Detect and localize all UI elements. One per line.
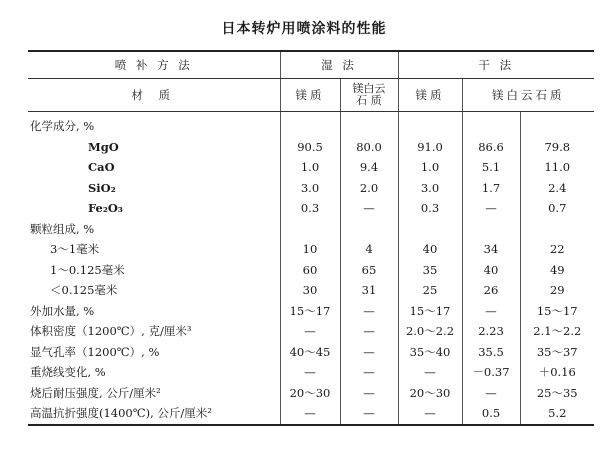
cell-wet-magnesia: 15～17 — [280, 301, 340, 322]
header-row-material — [28, 79, 594, 112]
cell-dry-magdol-a: 1.7 — [462, 178, 520, 199]
table-row — [28, 198, 594, 219]
row-label: 烧后耐压强度, 公斤/厘米² — [30, 385, 161, 400]
cell-wet-magdol: — — [340, 342, 398, 363]
row-label: ＜0.125毫米 — [50, 283, 118, 298]
cell-wet-magnesia — [280, 219, 340, 240]
table-row — [28, 280, 594, 301]
table-row — [28, 301, 594, 322]
cell-wet-magnesia: 1.0 — [280, 157, 340, 178]
wet-magdol-header-bottom: 石 质 — [356, 94, 382, 107]
row-label: 体积密度（1200℃）, 克/厘米³ — [30, 324, 192, 339]
cell-dry-magdol-b: 29 — [520, 280, 594, 301]
table-row — [28, 239, 594, 260]
cell-dry-magdol-a: 2.23 — [462, 321, 520, 342]
table-row — [28, 342, 594, 363]
method-header: 喷 补 方 法 — [28, 51, 280, 79]
table-row — [28, 137, 594, 158]
wet-magdol-header-top: 镁白云 — [352, 82, 386, 95]
row-label: SiO₂ — [88, 180, 116, 195]
properties-table — [28, 50, 594, 426]
cell-wet-magdol: — — [340, 362, 398, 383]
table-row — [28, 321, 594, 342]
row-label: 外加水量, % — [30, 303, 95, 318]
row-label: Fe₂O₃ — [88, 201, 123, 216]
cell-dry-magdol-a: 35.5 — [462, 342, 520, 363]
cell-dry-magdol-b: 22 — [520, 239, 594, 260]
table-row — [28, 112, 594, 137]
wet-magdol-header — [340, 79, 398, 112]
row-label: 1～0.125毫米 — [50, 262, 125, 277]
cell-wet-magnesia: — — [280, 403, 340, 425]
table-row — [28, 157, 594, 178]
cell-wet-magdol: — — [340, 383, 398, 404]
wet-method-header: 湿 法 — [280, 51, 398, 79]
cell-dry-magdol-b: 0.7 — [520, 198, 594, 219]
cell-dry-magnesia: 15～17 — [398, 301, 462, 322]
cell-wet-magdol: 80.0 — [340, 137, 398, 158]
cell-dry-magnesia: 91.0 — [398, 137, 462, 158]
cell-dry-magdol-b: 25～35 — [520, 383, 594, 404]
cell-dry-magdol-a: — — [462, 301, 520, 322]
cell-wet-magnesia: 90.5 — [280, 137, 340, 158]
row-label: MgO — [88, 139, 119, 154]
cell-wet-magnesia: 20～30 — [280, 383, 340, 404]
cell-wet-magdol — [340, 112, 398, 137]
cell-wet-magnesia — [280, 112, 340, 137]
cell-dry-magnesia: 35～40 — [398, 342, 462, 363]
cell-dry-magdol-a: 34 — [462, 239, 520, 260]
table-row — [28, 403, 594, 425]
cell-dry-magdol-b: 2.4 — [520, 178, 594, 199]
cell-dry-magdol-b — [520, 219, 594, 240]
cell-wet-magdol: — — [340, 403, 398, 425]
cell-dry-magnesia — [398, 112, 462, 137]
cell-dry-magdol-b: 2.1～2.2 — [520, 321, 594, 342]
cell-wet-magdol: — — [340, 321, 398, 342]
cell-wet-magdol: 31 — [340, 280, 398, 301]
dry-magdol-header: 镁白云石质 — [462, 79, 594, 112]
cell-wet-magdol: 2.0 — [340, 178, 398, 199]
cell-wet-magnesia: 10 — [280, 239, 340, 260]
row-label: 颗粒组成, % — [30, 221, 95, 236]
cell-wet-magnesia: 60 — [280, 260, 340, 281]
cell-dry-magdol-b: 49 — [520, 260, 594, 281]
cell-wet-magnesia: 30 — [280, 280, 340, 301]
table-row — [28, 383, 594, 404]
cell-dry-magdol-a: 86.6 — [462, 137, 520, 158]
cell-dry-magnesia: — — [398, 362, 462, 383]
cell-wet-magdol: — — [340, 198, 398, 219]
cell-dry-magnesia: 40 — [398, 239, 462, 260]
cell-dry-magdol-a: 5.1 — [462, 157, 520, 178]
cell-wet-magnesia: — — [280, 321, 340, 342]
cell-dry-magnesia: 35 — [398, 260, 462, 281]
cell-dry-magdol-b: 5.2 — [520, 403, 594, 425]
row-label: 3～1毫米 — [50, 242, 100, 257]
table-row — [28, 178, 594, 199]
cell-dry-magnesia: 25 — [398, 280, 462, 301]
wet-magnesia-header: 镁质 — [280, 79, 340, 112]
row-label: CaO — [88, 160, 115, 175]
cell-dry-magdol-a: －0.37 — [462, 362, 520, 383]
cell-wet-magdol: 65 — [340, 260, 398, 281]
cell-dry-magdol-a: — — [462, 198, 520, 219]
cell-dry-magnesia: 2.0～2.2 — [398, 321, 462, 342]
cell-dry-magdol-b: 79.8 — [520, 137, 594, 158]
header-row-method — [28, 51, 594, 79]
row-label: 高温抗折强度(1400℃), 公斤/厘米² — [28, 403, 280, 425]
table-title: 日本转炉用喷涂料的性能 — [221, 21, 387, 37]
cell-dry-magdol-b: 35～37 — [520, 342, 594, 363]
cell-wet-magdol: 4 — [340, 239, 398, 260]
material-header: 材 质 — [28, 79, 280, 112]
cell-dry-magdol-a: 26 — [462, 280, 520, 301]
cell-dry-magnesia: 3.0 — [398, 178, 462, 199]
cell-wet-magdol: — — [340, 301, 398, 322]
cell-dry-magdol-a — [462, 219, 520, 240]
cell-dry-magdol-b: ＋0.16 — [520, 362, 594, 383]
cell-dry-magnesia: 20～30 — [398, 383, 462, 404]
cell-dry-magdol-b: 15～17 — [520, 301, 594, 322]
table-row — [28, 362, 594, 383]
cell-dry-magdol-b: 11.0 — [520, 157, 594, 178]
row-label: 显气孔率（1200℃）, % — [30, 344, 160, 359]
cell-dry-magnesia: 0.3 — [398, 198, 462, 219]
row-label: 化学成分, % — [30, 119, 95, 134]
table-row — [28, 260, 594, 281]
cell-dry-magnesia: — — [398, 403, 462, 425]
cell-dry-magdol-b — [520, 112, 594, 137]
cell-dry-magnesia — [398, 219, 462, 240]
dry-magnesia-header: 镁质 — [398, 79, 462, 112]
cell-wet-magnesia: 0.3 — [280, 198, 340, 219]
cell-wet-magnesia: 40～45 — [280, 342, 340, 363]
cell-wet-magdol: 9.4 — [340, 157, 398, 178]
cell-dry-magdol-a: 40 — [462, 260, 520, 281]
cell-wet-magnesia: 3.0 — [280, 178, 340, 199]
cell-dry-magdol-a: — — [462, 383, 520, 404]
row-label: 重烧线变化, % — [30, 365, 106, 380]
cell-dry-magdol-a: 0.5 — [462, 403, 520, 425]
cell-wet-magdol — [340, 219, 398, 240]
cell-dry-magdol-a — [462, 112, 520, 137]
cell-wet-magnesia: — — [280, 362, 340, 383]
dry-method-header: 干 法 — [398, 51, 594, 79]
table-row — [28, 219, 594, 240]
cell-dry-magnesia: 1.0 — [398, 157, 462, 178]
